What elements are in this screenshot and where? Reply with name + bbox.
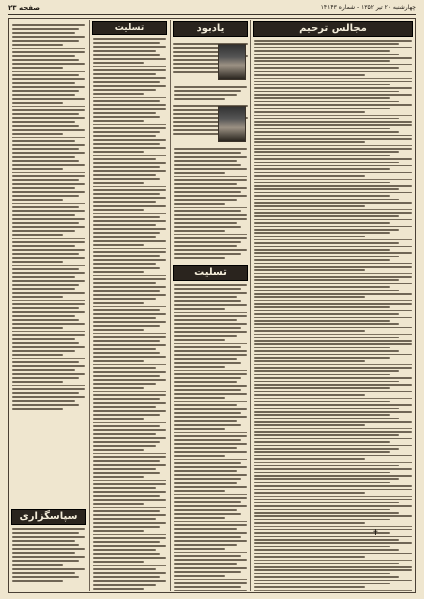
- page-number: صفحه ۲۳: [8, 4, 41, 12]
- date-line: چهارشنبه ۲۰ تیر ۱۳۵۲ - شماره ۱۴۱۴۳: [320, 4, 416, 11]
- notice-block: [10, 20, 87, 414]
- yadbud-banner: یادبود: [173, 21, 248, 37]
- column-yadbud: [172, 20, 249, 591]
- column-tasliyat: [91, 20, 168, 591]
- tasliyat-notices: [91, 38, 168, 591]
- tasliyat-banner-top: تسلیت: [92, 21, 167, 35]
- memorial-block-2: [172, 102, 249, 146]
- portrait-photo-1: [218, 44, 246, 80]
- column-divider: [89, 20, 90, 591]
- majales-tarhim-banner: مجالس ترحیم: [253, 21, 413, 37]
- column-majales-tarhim: [252, 20, 414, 591]
- memorial-block-1: [172, 40, 249, 84]
- column-divider: [170, 20, 171, 591]
- page-header: [8, 3, 416, 15]
- sepasgozari-section: [10, 508, 87, 588]
- sepasgozari-banner: سپاسگزاری: [11, 509, 86, 525]
- tasliyat-banner-mid: تسلیت: [173, 265, 248, 281]
- portrait-photo-2: [218, 106, 246, 142]
- majales-tarhim-notices: [252, 40, 414, 591]
- column-divider: [250, 20, 251, 591]
- column-notices-left: [10, 20, 87, 591]
- cross-icon: ✝: [372, 528, 379, 537]
